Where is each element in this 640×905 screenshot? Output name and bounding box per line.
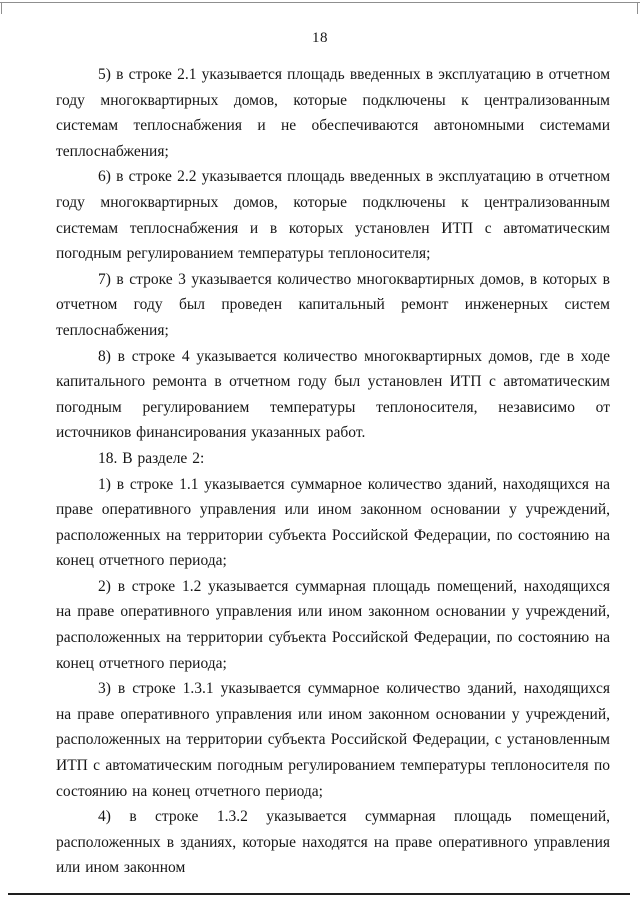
paragraph-item-2-line-1-2: 2) в строке 1.2 указывается суммарная площадь помещений, находящихся на праве оперативного управления или ином законном основании у учреждений, расположенных на территории субъекта Российской Федерации, по состоянию на конец отчетного периода;	[56, 577, 610, 672]
paragraph-section-18: 18. В разделе 2:	[98, 449, 205, 467]
paragraph-item-1-line-1-1: 1) в строке 1.1 указывается суммарное количество зданий, находящихся на праве оперативного управления или ином законном основании у учреждений, расположенных на территории субъекта Российской Федерации, по состоянию на конец отчетного периода;	[56, 475, 610, 570]
paragraph-item-3-line-1-3-1: 3) в строке 1.3.1 указывается суммарное количество зданий, находящихся на праве оперативного управления или ином законном основании у учреждений, расположенных на территории субъекта Российской Федерации, с установленным ИТП с автоматическим погодным регулированием температуры теплоносителя по состоянию на конец отчетного периода;	[56, 680, 610, 800]
paragraph-item-6-line-2-2: 6) в строке 2.2 указывается площадь введенных в эксплуатацию в отчетном году многоквартирных домов, которые подключены к централизованным системам теплоснабжения и в которых установлен ИТП с автоматическим погодным регулированием температуры теплоносителя;	[56, 168, 610, 263]
page-border-top	[0, 2, 640, 3]
paragraph-item-8-line-4: 8) в строке 4 указывается количество многоквартирных домов, где в ходе капитального ремонта в отчетном году был установлен ИТП с автоматическим погодным регулированием температуры теплоносителя, независимо от источников финансирования указанных работ.	[56, 347, 610, 442]
document-body	[56, 62, 610, 881]
paragraph-item-4-line-1-3-2: 4) в строке 1.3.2 указывается суммарная площадь помещений, расположенных в зданиях, которые находятся на праве оперативного управления или ином законном	[56, 808, 610, 877]
paragraph-item-5-line-2-1: 5) в строке 2.1 указывается площадь введенных в эксплуатацию в отчетном году многоквартирных домов, которые подключены к централизованным системам теплоснабжения и не обеспечиваются автономными системами теплоснабжения;	[56, 66, 610, 160]
paragraph-item-7-line-3: 7) в строке 3 указывается количество многоквартирных домов, в которых в отчетном году был проведен капитальный ремонт инженерных систем теплоснабжения;	[56, 270, 610, 339]
page-border-bottom	[8, 893, 630, 895]
page-number: 18	[312, 30, 328, 46]
page-border-top-left	[1, 2, 2, 14]
page-border-top-right	[637, 2, 638, 14]
